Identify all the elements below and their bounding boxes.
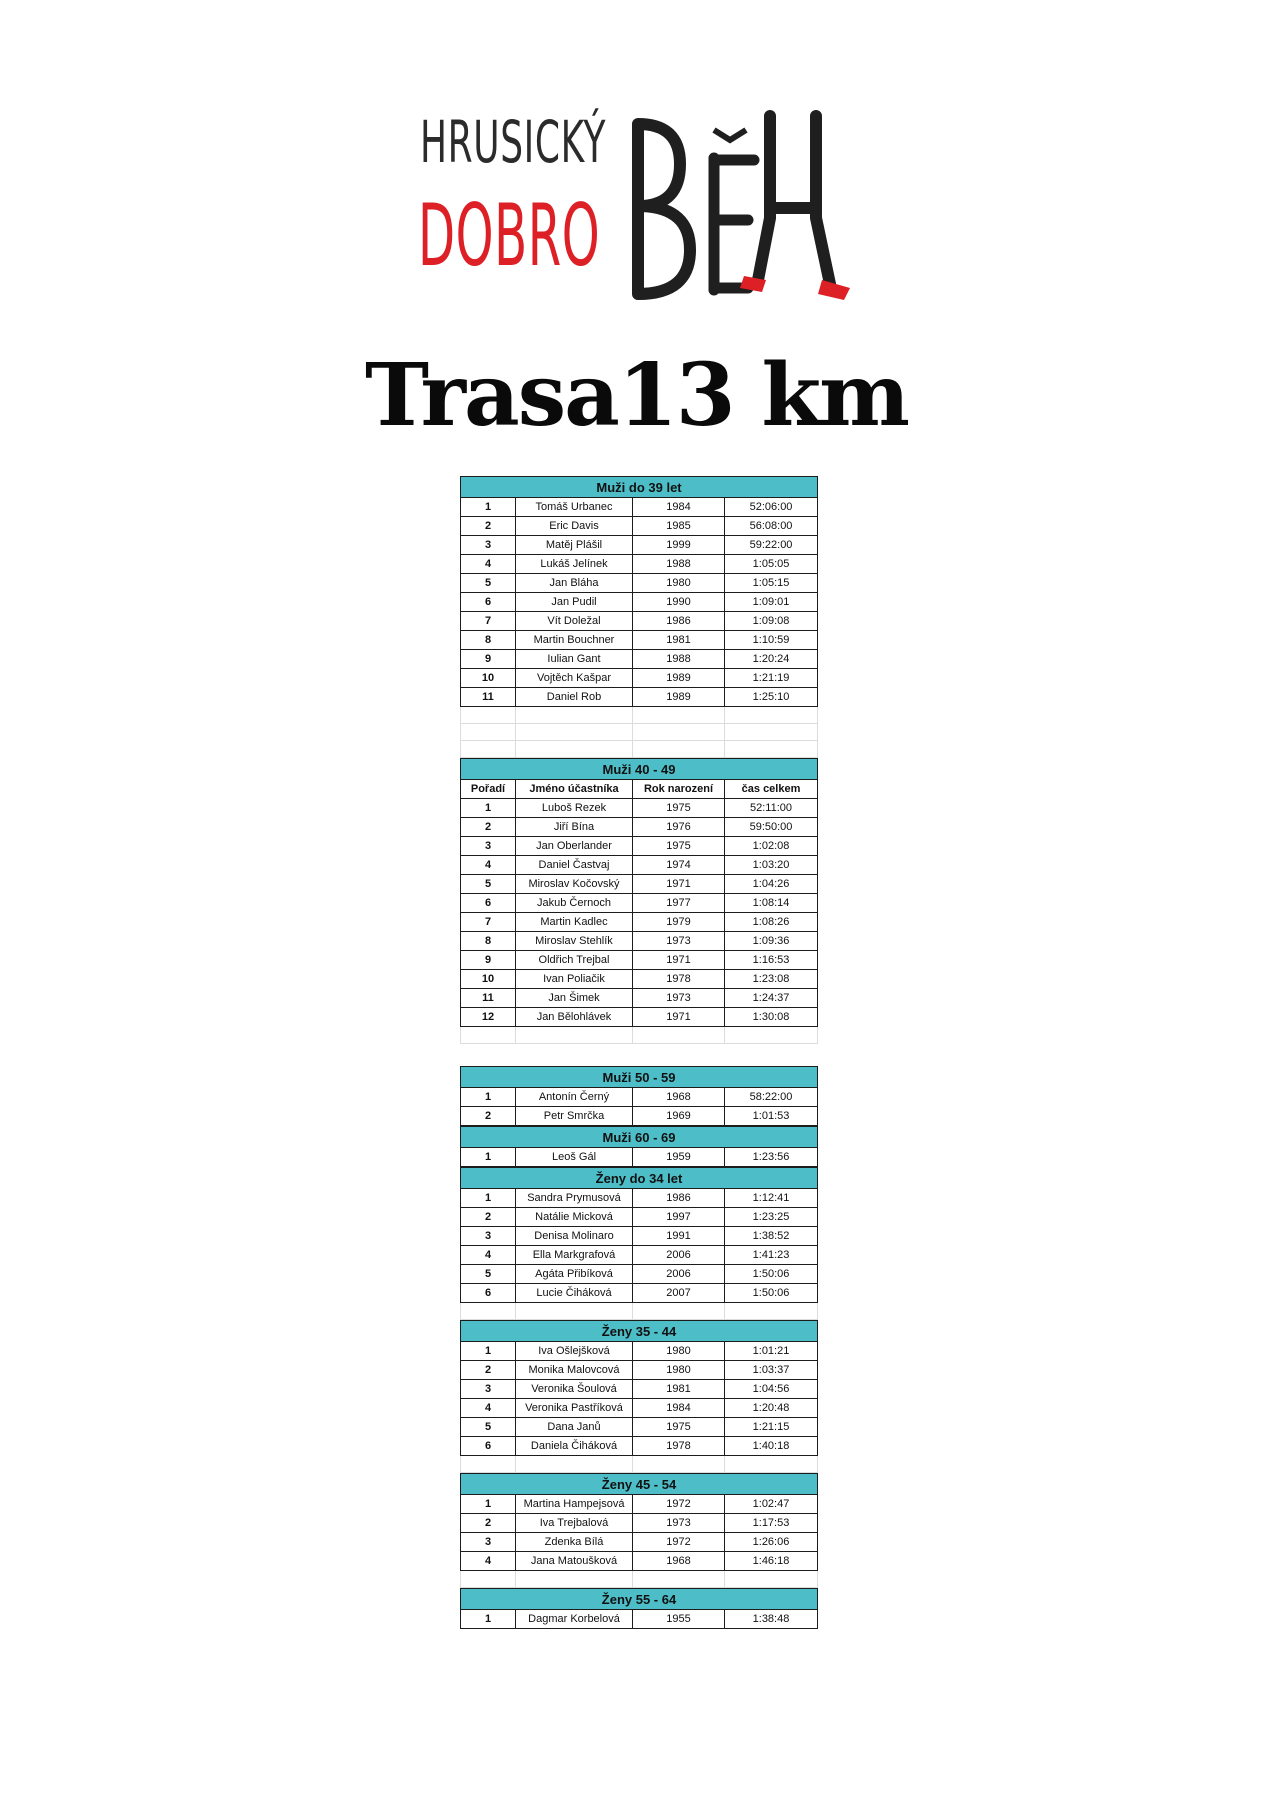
rank-cell: 6 — [461, 894, 516, 913]
empty-row — [461, 1456, 818, 1473]
finish-time-cell: 1:03:37 — [725, 1361, 818, 1380]
birth-year-cell: 1986 — [633, 1189, 725, 1208]
birth-year-cell: 1974 — [633, 856, 725, 875]
empty-row — [461, 1571, 818, 1588]
finish-time-cell: 1:16:53 — [725, 951, 818, 970]
runner-name-cell: Veronika Pastříková — [516, 1399, 633, 1418]
runner-name-cell: Matěj Plášil — [516, 536, 633, 555]
finish-time-cell: 1:03:20 — [725, 856, 818, 875]
rank-cell: 10 — [461, 669, 516, 688]
table-row — [461, 1418, 818, 1437]
table-row — [461, 951, 818, 970]
finish-time-cell: 1:05:05 — [725, 555, 818, 574]
birth-year-cell: 2007 — [633, 1284, 725, 1303]
table-row — [461, 1610, 818, 1629]
birth-year-cell: 1959 — [633, 1148, 725, 1167]
birth-year-cell: 1990 — [633, 593, 725, 612]
runner-name-cell: Jan Pudil — [516, 593, 633, 612]
birth-year-cell: 1977 — [633, 894, 725, 913]
runner-name-cell: Iva Trejbalová — [516, 1514, 633, 1533]
finish-time-cell: 1:21:19 — [725, 669, 818, 688]
results-table — [460, 1066, 818, 1126]
finish-time-cell: 1:50:06 — [725, 1284, 818, 1303]
birth-year-cell: 1973 — [633, 1514, 725, 1533]
rank-cell: 4 — [461, 1399, 516, 1418]
rank-cell: 2 — [461, 1208, 516, 1227]
table-row — [461, 498, 818, 517]
runner-name-cell: Jan Šimek — [516, 989, 633, 1008]
birth-year-cell: 1971 — [633, 1008, 725, 1027]
finish-time-cell: 1:50:06 — [725, 1265, 818, 1284]
runner-name-cell: Ella Markgrafová — [516, 1246, 633, 1265]
birth-year-cell: 1971 — [633, 875, 725, 894]
runner-name-cell: Eric Davis — [516, 517, 633, 536]
rank-cell: 3 — [461, 1227, 516, 1246]
table-row — [461, 517, 818, 536]
runner-name-cell: Jan Bláha — [516, 574, 633, 593]
results-table — [460, 1473, 818, 1588]
results-tables — [460, 476, 817, 1629]
birth-year-cell: 1981 — [633, 631, 725, 650]
runner-name-cell: Sandra Prymusová — [516, 1189, 633, 1208]
table-row — [461, 913, 818, 932]
runner-name-cell: Dagmar Korbelová — [516, 1610, 633, 1629]
rank-cell: 1 — [461, 1088, 516, 1107]
column-header-row — [461, 780, 818, 799]
birth-year-cell: 1968 — [633, 1552, 725, 1571]
birth-year-cell: 1973 — [633, 989, 725, 1008]
finish-time-cell: 1:01:21 — [725, 1342, 818, 1361]
birth-year-cell: 1991 — [633, 1227, 725, 1246]
finish-time-cell: 1:04:26 — [725, 875, 818, 894]
birth-year-cell: 1973 — [633, 932, 725, 951]
category-header: Muži 60 - 69 — [461, 1127, 818, 1148]
birth-year-cell: 1975 — [633, 1418, 725, 1437]
results-table — [460, 1320, 818, 1473]
runner-name-cell: Jiří Bína — [516, 818, 633, 837]
birth-year-cell: 2006 — [633, 1265, 725, 1284]
finish-time-cell: 1:05:15 — [725, 574, 818, 593]
table-row — [461, 799, 818, 818]
column-header-name: Jméno účastníka — [516, 780, 633, 799]
table-row — [461, 1107, 818, 1126]
rank-cell: 2 — [461, 1107, 516, 1126]
finish-time-cell: 1:09:36 — [725, 932, 818, 951]
birth-year-cell: 1980 — [633, 1361, 725, 1380]
finish-time-cell: 56:08:00 — [725, 517, 818, 536]
logo-word-hrusicky: HRUSICKÝ — [420, 108, 607, 176]
birth-year-cell: 1999 — [633, 536, 725, 555]
finish-time-cell: 1:02:47 — [725, 1495, 818, 1514]
table-row — [461, 1246, 818, 1265]
finish-time-cell: 1:04:56 — [725, 1380, 818, 1399]
runner-name-cell: Jakub Černoch — [516, 894, 633, 913]
rank-cell: 1 — [461, 1148, 516, 1167]
finish-time-cell: 1:26:06 — [725, 1533, 818, 1552]
finish-time-cell: 1:20:48 — [725, 1399, 818, 1418]
table-row — [461, 1361, 818, 1380]
rank-cell: 5 — [461, 1265, 516, 1284]
category-header: Muži 50 - 59 — [461, 1067, 818, 1088]
birth-year-cell: 1969 — [633, 1107, 725, 1126]
table-row — [461, 1514, 818, 1533]
rank-cell: 1 — [461, 1610, 516, 1629]
birth-year-cell: 1971 — [633, 951, 725, 970]
table-row — [461, 631, 818, 650]
birth-year-cell: 1972 — [633, 1533, 725, 1552]
finish-time-cell: 1:10:59 — [725, 631, 818, 650]
runner-name-cell: Miroslav Kočovský — [516, 875, 633, 894]
table-row — [461, 669, 818, 688]
runner-name-cell: Natálie Micková — [516, 1208, 633, 1227]
rank-cell: 6 — [461, 1437, 516, 1456]
runner-name-cell: Iulian Gant — [516, 650, 633, 669]
rank-cell: 2 — [461, 1361, 516, 1380]
birth-year-cell: 1972 — [633, 1495, 725, 1514]
table-row — [461, 593, 818, 612]
table-row — [461, 818, 818, 837]
empty-row — [461, 741, 818, 758]
birth-year-cell: 1976 — [633, 818, 725, 837]
rank-cell: 8 — [461, 932, 516, 951]
runner-name-cell: Ivan Poliačik — [516, 970, 633, 989]
finish-time-cell: 1:46:18 — [725, 1552, 818, 1571]
empty-row — [461, 724, 818, 741]
birth-year-cell: 1975 — [633, 837, 725, 856]
birth-year-cell: 1978 — [633, 970, 725, 989]
logo-word-dobro: DOBRO — [418, 186, 601, 286]
rank-cell: 7 — [461, 913, 516, 932]
runner-name-cell: Jan Bělohlávek — [516, 1008, 633, 1027]
column-header-birth-year: Rok narození — [633, 780, 725, 799]
birth-year-cell: 1997 — [633, 1208, 725, 1227]
runner-name-cell: Zdenka Bílá — [516, 1533, 633, 1552]
results-table — [460, 476, 818, 758]
runner-name-cell: Veronika Šoulová — [516, 1380, 633, 1399]
table-row — [461, 536, 818, 555]
birth-year-cell: 1968 — [633, 1088, 725, 1107]
runner-name-cell: Antonín Černý — [516, 1088, 633, 1107]
table-row — [461, 1342, 818, 1361]
table-row — [461, 1088, 818, 1107]
rank-cell: 1 — [461, 1495, 516, 1514]
rank-cell: 4 — [461, 1246, 516, 1265]
finish-time-cell: 59:22:00 — [725, 536, 818, 555]
birth-year-cell: 1980 — [633, 1342, 725, 1361]
finish-time-cell: 1:01:53 — [725, 1107, 818, 1126]
runner-name-cell: Iva Ošlejšková — [516, 1342, 633, 1361]
table-row — [461, 1189, 818, 1208]
category-header: Ženy 35 - 44 — [461, 1321, 818, 1342]
birth-year-cell: 1988 — [633, 650, 725, 669]
runner-name-cell: Martin Kadlec — [516, 913, 633, 932]
runner-name-cell: Tomáš Urbanec — [516, 498, 633, 517]
runner-name-cell: Leoš Gál — [516, 1148, 633, 1167]
birth-year-cell: 1955 — [633, 1610, 725, 1629]
table-row — [461, 612, 818, 631]
table-row — [461, 875, 818, 894]
runner-name-cell: Daniel Rob — [516, 688, 633, 707]
results-table — [460, 1588, 818, 1629]
rank-cell: 10 — [461, 970, 516, 989]
rank-cell: 6 — [461, 1284, 516, 1303]
table-row — [461, 1008, 818, 1027]
rank-cell: 7 — [461, 612, 516, 631]
finish-time-cell: 52:11:00 — [725, 799, 818, 818]
category-header: Ženy 45 - 54 — [461, 1474, 818, 1495]
table-row — [461, 1533, 818, 1552]
table-row — [461, 1437, 818, 1456]
runner-name-cell: Miroslav Stehlík — [516, 932, 633, 951]
rank-cell: 2 — [461, 818, 516, 837]
empty-row — [461, 707, 818, 724]
results-table — [460, 1167, 818, 1320]
rank-cell: 4 — [461, 1552, 516, 1571]
category-header: Ženy 55 - 64 — [461, 1589, 818, 1610]
table-row — [461, 555, 818, 574]
birth-year-cell: 1985 — [633, 517, 725, 536]
finish-time-cell: 52:06:00 — [725, 498, 818, 517]
rank-cell: 6 — [461, 593, 516, 612]
logo-beh-runner-graphic — [418, 108, 858, 308]
birth-year-cell: 1989 — [633, 688, 725, 707]
runner-name-cell: Agáta Přibíková — [516, 1265, 633, 1284]
column-header-total-time: čas celkem — [725, 780, 818, 799]
rank-cell: 1 — [461, 1189, 516, 1208]
runner-name-cell: Lukáš Jelínek — [516, 555, 633, 574]
finish-time-cell: 1:08:26 — [725, 913, 818, 932]
birth-year-cell: 1978 — [633, 1437, 725, 1456]
runner-name-cell: Vojtěch Kašpar — [516, 669, 633, 688]
rank-cell: 9 — [461, 650, 516, 669]
table-row — [461, 989, 818, 1008]
results-table — [460, 758, 818, 1044]
results-table — [460, 1126, 818, 1167]
rank-cell: 12 — [461, 1008, 516, 1027]
table-row — [461, 837, 818, 856]
table-row — [461, 1380, 818, 1399]
rank-cell: 8 — [461, 631, 516, 650]
table-row — [461, 1495, 818, 1514]
table-row — [461, 1552, 818, 1571]
rank-cell: 5 — [461, 1418, 516, 1437]
column-header-position: Pořadí — [461, 780, 516, 799]
birth-year-cell: 1984 — [633, 498, 725, 517]
runner-name-cell: Petr Smrčka — [516, 1107, 633, 1126]
birth-year-cell: 2006 — [633, 1246, 725, 1265]
runner-name-cell: Lucie Čiháková — [516, 1284, 633, 1303]
rank-cell: 4 — [461, 555, 516, 574]
runner-name-cell: Martina Hampejsová — [516, 1495, 633, 1514]
finish-time-cell: 1:40:18 — [725, 1437, 818, 1456]
rank-cell: 9 — [461, 951, 516, 970]
finish-time-cell: 1:25:10 — [725, 688, 818, 707]
table-row — [461, 1148, 818, 1167]
category-header: Muži do 39 let — [461, 477, 818, 498]
category-header: Muži 40 - 49 — [461, 759, 818, 780]
table-row — [461, 932, 818, 951]
rank-cell: 3 — [461, 1380, 516, 1399]
runner-name-cell: Daniela Čiháková — [516, 1437, 633, 1456]
birth-year-cell: 1979 — [633, 913, 725, 932]
runner-name-cell: Vít Doležal — [516, 612, 633, 631]
rank-cell: 11 — [461, 688, 516, 707]
rank-cell: 1 — [461, 799, 516, 818]
birth-year-cell: 1984 — [633, 1399, 725, 1418]
runner-name-cell: Jana Matoušková — [516, 1552, 633, 1571]
finish-time-cell: 1:21:15 — [725, 1418, 818, 1437]
table-row — [461, 1227, 818, 1246]
table-row — [461, 970, 818, 989]
table-row — [461, 574, 818, 593]
table-row — [461, 1265, 818, 1284]
birth-year-cell: 1975 — [633, 799, 725, 818]
finish-time-cell: 1:38:52 — [725, 1227, 818, 1246]
finish-time-cell: 1:08:14 — [725, 894, 818, 913]
rank-cell: 5 — [461, 574, 516, 593]
birth-year-cell: 1989 — [633, 669, 725, 688]
runner-name-cell: Monika Malovcová — [516, 1361, 633, 1380]
rank-cell: 1 — [461, 498, 516, 517]
finish-time-cell: 1:30:08 — [725, 1008, 818, 1027]
table-row — [461, 856, 818, 875]
finish-time-cell: 1:23:08 — [725, 970, 818, 989]
race-logo — [418, 108, 858, 308]
finish-time-cell: 1:24:37 — [725, 989, 818, 1008]
rank-cell: 4 — [461, 856, 516, 875]
table-row — [461, 1208, 818, 1227]
finish-time-cell: 1:23:56 — [725, 1148, 818, 1167]
finish-time-cell: 1:41:23 — [725, 1246, 818, 1265]
birth-year-cell: 1980 — [633, 574, 725, 593]
rank-cell: 1 — [461, 1342, 516, 1361]
page-title: Trasa13 km — [364, 345, 909, 446]
table-row — [461, 650, 818, 669]
finish-time-cell: 1:12:41 — [725, 1189, 818, 1208]
finish-time-cell: 58:22:00 — [725, 1088, 818, 1107]
rank-cell: 11 — [461, 989, 516, 1008]
empty-row — [461, 1027, 818, 1044]
rank-cell: 3 — [461, 837, 516, 856]
finish-time-cell: 1:02:08 — [725, 837, 818, 856]
birth-year-cell: 1981 — [633, 1380, 725, 1399]
runner-name-cell: Denisa Molinaro — [516, 1227, 633, 1246]
table-row — [461, 1399, 818, 1418]
birth-year-cell: 1986 — [633, 612, 725, 631]
finish-time-cell: 1:17:53 — [725, 1514, 818, 1533]
table-row — [461, 894, 818, 913]
runner-name-cell: Oldřich Trejbal — [516, 951, 633, 970]
runner-name-cell: Luboš Rezek — [516, 799, 633, 818]
finish-time-cell: 1:20:24 — [725, 650, 818, 669]
runner-name-cell: Jan Oberlander — [516, 837, 633, 856]
table-spacer — [460, 1044, 817, 1066]
birth-year-cell: 1988 — [633, 555, 725, 574]
rank-cell: 2 — [461, 1514, 516, 1533]
runner-name-cell: Dana Janů — [516, 1418, 633, 1437]
runner-name-cell: Martin Bouchner — [516, 631, 633, 650]
table-row — [461, 1284, 818, 1303]
finish-time-cell: 1:09:08 — [725, 612, 818, 631]
finish-time-cell: 1:09:01 — [725, 593, 818, 612]
rank-cell: 2 — [461, 517, 516, 536]
rank-cell: 3 — [461, 536, 516, 555]
finish-time-cell: 1:23:25 — [725, 1208, 818, 1227]
rank-cell: 5 — [461, 875, 516, 894]
category-header: Ženy do 34 let — [461, 1168, 818, 1189]
runner-name-cell: Daniel Častvaj — [516, 856, 633, 875]
table-row — [461, 688, 818, 707]
empty-row — [461, 1303, 818, 1320]
finish-time-cell: 1:38:48 — [725, 1610, 818, 1629]
rank-cell: 3 — [461, 1533, 516, 1552]
finish-time-cell: 59:50:00 — [725, 818, 818, 837]
